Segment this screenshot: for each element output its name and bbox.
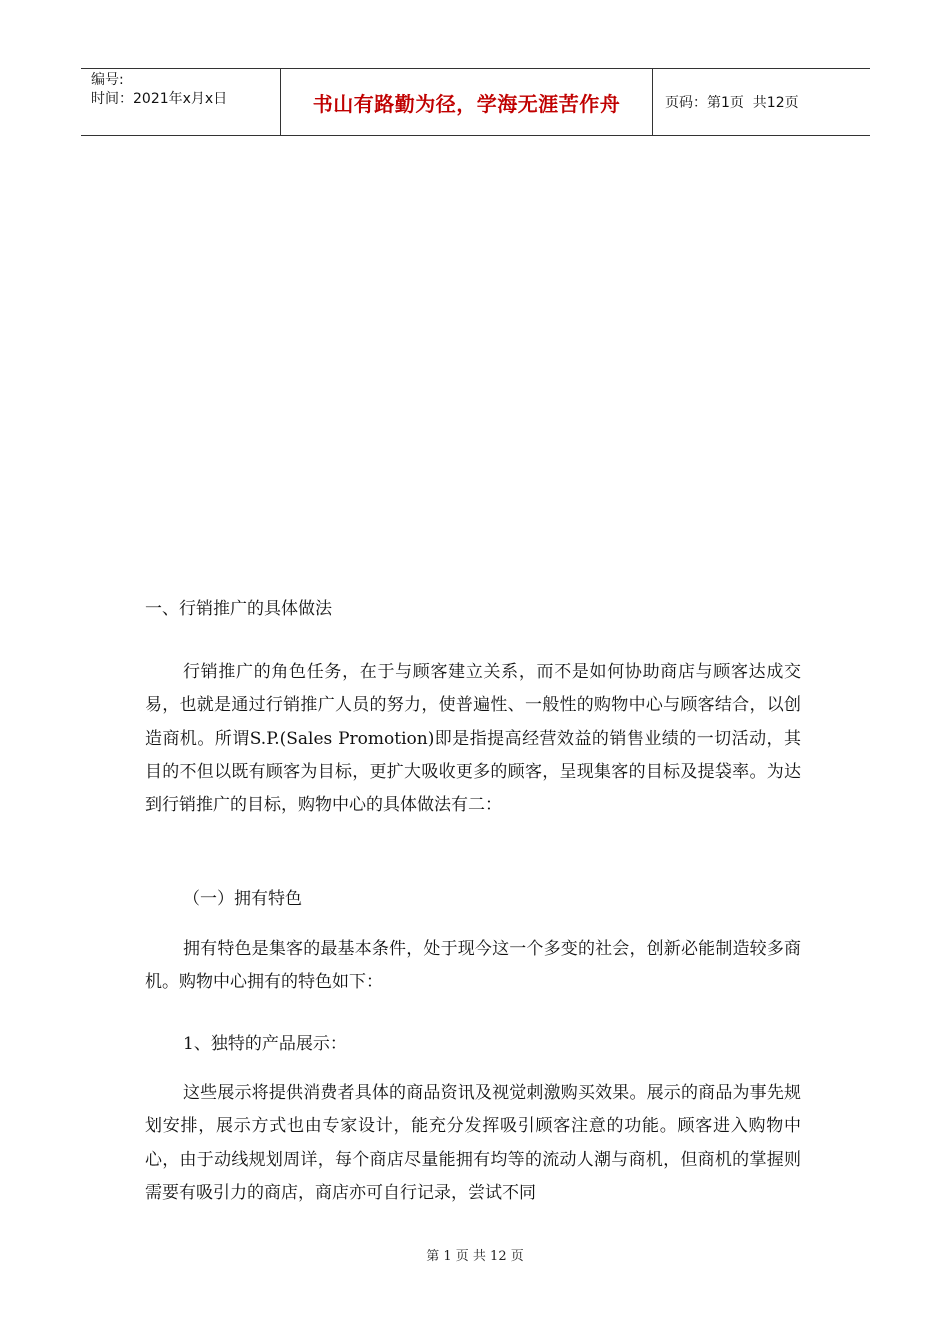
section-title: 一、行销推广的具体做法	[145, 599, 332, 619]
page-footer: 第 1 页 共 12 页	[426, 1249, 524, 1264]
header-page-info-cell	[653, 69, 870, 135]
page-info: 页码：第1页 共12页	[665, 95, 799, 111]
subsection-paragraph: 拥有特色是集客的最基本条件，处于现今这一个多变的社会，创新必能制造较多商机。购物中心拥有的特色如下：	[145, 939, 801, 993]
motto-text: 书山有路勤为径，学海无涯苦作舟	[312, 91, 621, 116]
time-label: 时间：2021年x月x日	[91, 91, 228, 107]
item-title: 1、独特的产品展示：	[183, 1034, 347, 1054]
subsection-title: （一）拥有特色	[183, 889, 302, 909]
header-meta	[81, 69, 281, 135]
number-label: 编号:	[91, 72, 124, 88]
document-header	[81, 68, 870, 136]
intro-paragraph: 行销推广的角色任务，在于与顾客建立关系，而不是如何协助商店与顾客达成交易，也就是通过行销推广人员的努力，使普遍性、一般性的购物中心与顾客结合，以创造商机。所谓S.P.(Sales Promotion)即是指提高经营效益的销售业绩的一切活动，其目的不但以既有顾客为目标，更扩大吸收更多的顾客，呈现集客的目标及提袋率。为达到行销推广的目标，购物中心的具体做法有二：	[145, 662, 801, 816]
header-motto-cell	[281, 69, 653, 135]
item-paragraph: 这些展示将提供消费者具体的商品资讯及视觉刺激购买效果。展示的商品为事先规划安排，展示方式也由专家设计，能充分发挥吸引顾客注意的功能。顾客进入购物中心，由于动线规划周详，每个商店尽量能拥有均等的流动人潮与商机，但商机的掌握则需要有吸引力的商店，商店亦可自行记录，尝试不同	[145, 1083, 801, 1203]
